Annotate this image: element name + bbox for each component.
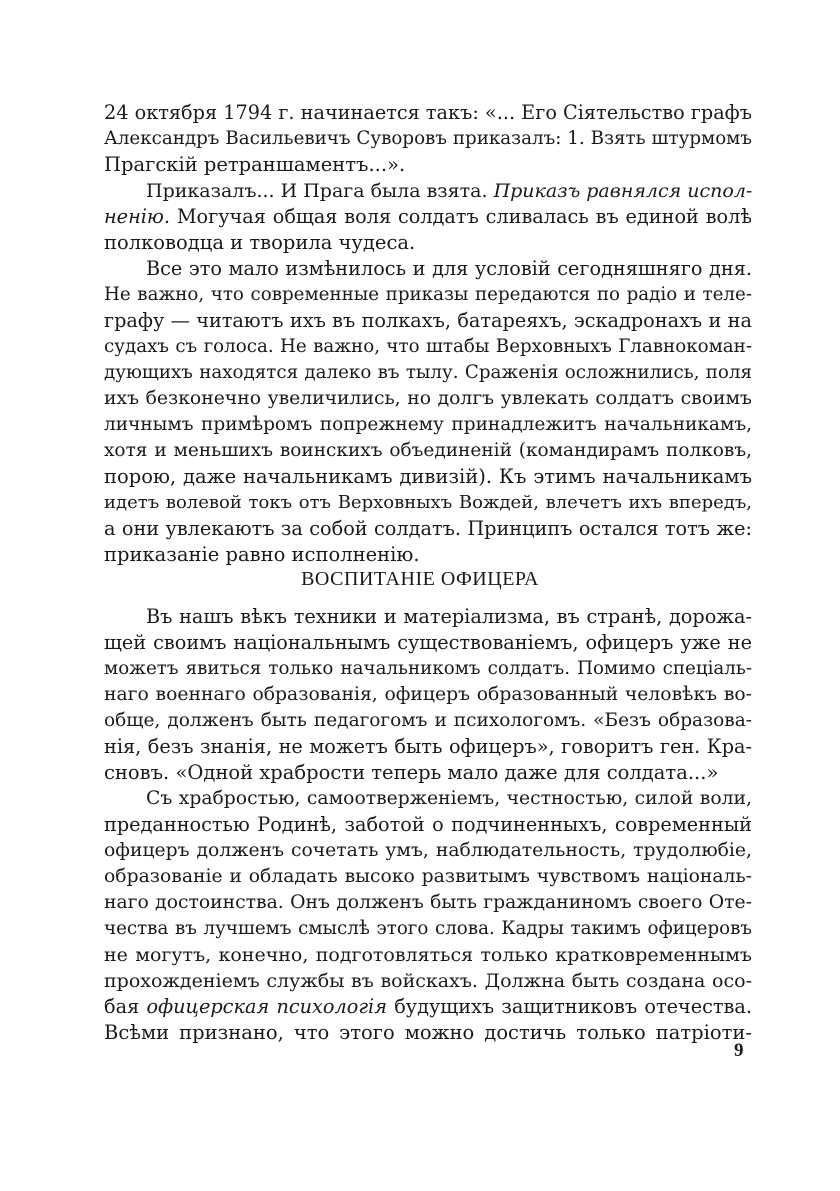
text-line: не могутъ, конечно, подготовляться только кратковременнымъ [104,944,752,966]
text-line: наго военнаго образованія, офицеръ образованный человѣкъ во- [104,684,752,705]
text-line: сновъ. «Одной храбрости теперь мало даже для солдата...» [104,761,719,784]
text-line: ихъ безконечно увеличились, но долгъ увлекать солдатъ своимъ [104,388,752,409]
text-line: Съ храбростью, самоотверженіемъ, честностью, силой воли, [146,788,752,809]
text-line: преданностью Родинѣ, заботой о подчиненныхъ, современный [104,813,752,836]
text-line: личнымъ примѣромъ попрежнему принадлежитъ начальникамъ, [104,414,752,435]
text-line: порою, даже начальникамъ дивизій). Къ этимъ начальникамъ [104,465,752,488]
text-line: а они увлекаютъ за собой солдатъ. Принципъ остался тотъ же: [104,517,752,540]
paragraph-1 [104,100,752,178]
text-line: полководца и творила чудеса. [104,231,416,254]
text-run: бая [104,995,147,1018]
text-line: Не важно, что современные приказы передаются по радіо и теле- [104,284,752,305]
paragraph-4 [104,604,752,786]
text-line: приказаніе равно исполненію. [104,543,420,566]
paragraph-2 [104,178,752,256]
page-number: 9 [734,1040,744,1061]
text-line: идетъ волевой токъ отъ Верховныхъ Вождей, влечетъ ихъ впередъ, [104,492,752,513]
text-line: обще, долженъ быть педагогомъ и психологомъ. «Безъ образова- [104,710,752,731]
text-run: Приказалъ... И Прага была взята. [146,180,494,202]
text-line: графу — читаютъ ихъ въ полкахъ, батареяхъ, эскадронахъ и на [104,309,752,332]
text-run: Могучая общая воля солдатъ сливалась въ единой волѣ [169,205,752,228]
text-line [104,204,752,230]
text-line: дующихъ находятся далеко въ тылу. Сраженія осложнились, поля [104,362,752,383]
text-line: Прагскій ретраншаментъ...». [104,153,406,176]
text-line: нія, безъ знанія, не можетъ быть офицеръ», говоритъ ген. Кра- [104,735,752,758]
text-line: образованіе и обладать высоко развитымъ чувствомъ національ- [104,866,752,887]
text-run: будущихъ защитниковъ отечества. [386,995,752,1018]
text-line: можетъ явиться только начальникомъ солдатъ. Помимо спеціаль- [104,658,752,679]
text-line: прохожденіемъ службы въ войскахъ. Должна быть создана осо- [104,970,752,992]
text-line: Все это мало измѣнилось и для условій сегодняшняго дня. [146,257,752,280]
text-line: 24 октября 1794 г. начинается такъ: «... Его Сіятельство графъ [104,101,752,124]
text-line: наго достоинства. Онъ долженъ быть гражданиномъ своего Оте- [104,892,752,913]
text-line: судахъ съ голоса. Не важно, что штабы Верховныхъ Главнокоман- [104,336,752,357]
text-line: хотя и меньшихъ воинскихъ объединеній (командирамъ полковъ, [104,440,752,461]
text-line: Всѣми признано, что этого можно достичь только патріоти- [104,1021,752,1044]
italic-run: офицерская психологія [146,995,387,1018]
text-line: офицеръ долженъ сочетать умъ, наблюдательность, трудолюбіе, [104,840,752,861]
text-line: щей своимъ національнымъ существованіемъ, офицеръ уже не [104,631,752,654]
text-line: Александръ Васильевичъ Суворовъ приказалъ: 1. Взять штурмомъ [104,128,752,149]
text-line [104,994,752,1020]
text-line: Въ нашъ вѣкъ техники и матеріализма, въ странѣ, дорожа- [146,605,752,628]
section-heading: ВОСПИТАНІЕ ОФИЦЕРА [301,568,539,590]
paragraph-5 [104,786,752,1046]
italic-run: Приказъ равнялся испол- [493,180,752,202]
text-line: чества въ лучшемъ смыслѣ этого слова. Кадры такимъ офицеровъ [104,918,752,939]
italic-run: ненію. [104,205,170,228]
paragraph-3 [104,256,752,568]
text-line [104,178,752,204]
